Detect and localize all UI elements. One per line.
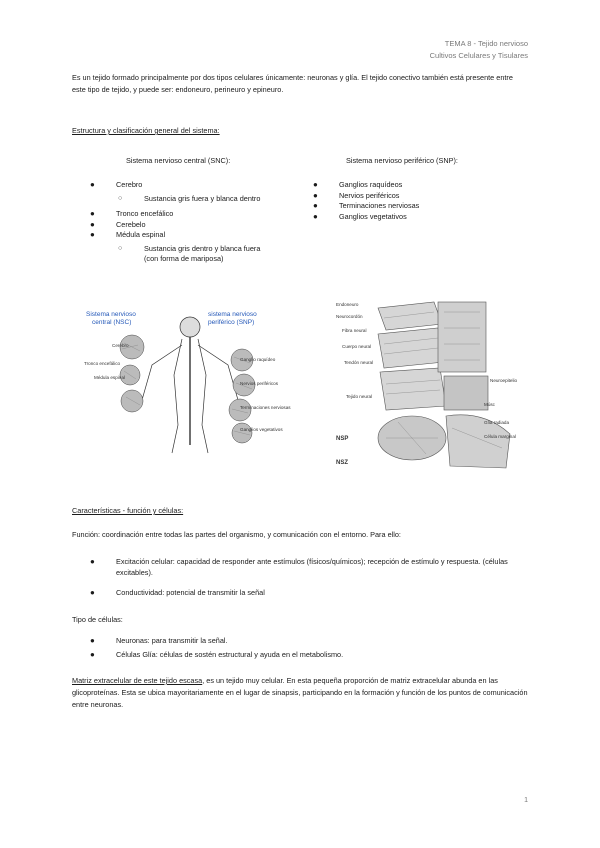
nervous-system-figure (82, 305, 312, 455)
nerve-tissue-figure (334, 298, 530, 474)
list-item: ● Cerebro (90, 180, 143, 189)
label-endoneuro: Endoneuro (336, 302, 359, 307)
label-terminaciones: Terminaciones nerviosas (240, 405, 291, 410)
function-list-2 (90, 588, 530, 599)
list-item: ● Médula espinal (90, 230, 166, 239)
matrix-text: , es un tejido muy celular. En esta pequeña proporción de matriz extracelular abunda en las glicoproteínas. Esta se ubica mayoritariamente en el lugar de sinapsis, participando en la formación y función de los puntos de comunicación entre neuronas. (72, 676, 528, 709)
structure-heading: Estructura y clasificación general del sistema: (72, 126, 220, 135)
list-item: ● Células Glía: células de sostén estructural y ayuda en el metabolismo. (90, 649, 344, 659)
label-musc: Músc (484, 402, 495, 407)
snp-title: Sistema nervioso periférico (SNP): (346, 156, 458, 165)
matrix-lead: Matriz extracelular de este tejido escasa (72, 676, 203, 685)
label-cuerpo-neural: Cuerpo neural (342, 344, 372, 349)
features-heading: Características - función y células: (72, 506, 184, 515)
label-tejido-neural: Tejido neural (346, 394, 373, 399)
intro-paragraph: Es un tejido formado principalmente por dos tipos celulares únicamente: neuronas y glía. El tejido conectivo también está presente entre este tipo de tejido, y puede ser: endoneuro, perineuro y epineuro. (72, 73, 513, 94)
figure-title-snc-1: Sistema nervioso (86, 311, 136, 318)
function-text: Función: coordinación entre todas las partes del organismo, y comunicación con el entorno. Para ello: (72, 530, 401, 539)
document-header (430, 38, 528, 62)
header-topic: TEMA 8 - Tejido nervioso (444, 39, 528, 48)
list-item: ● Ganglios raquídeos (313, 180, 403, 189)
sub-list-item: ○ Sustancia gris fuera y blanca dentro (118, 193, 261, 203)
label-nervios-perifericos: Nervios periféricos (240, 381, 279, 386)
list-item: ● Tronco encefálico (90, 209, 174, 218)
matrix-paragraph (72, 675, 528, 711)
label-neurocordon: Neurocordón (336, 314, 363, 319)
figure-title-snp-1: sistema nervioso (208, 311, 257, 318)
sub-list-item: ○ Sustancia gris dentro y blanca fuera (con forma de mariposa) (118, 243, 261, 263)
snp-list (313, 180, 513, 222)
label-glia-radiada: Glía radiada (484, 420, 510, 425)
nerve-tissue-illustration (334, 298, 530, 474)
list-item: ● Cerebelo (90, 219, 146, 229)
list-item: ● Neuronas: para transmitir la señal. (90, 636, 228, 645)
list-item: ● Nervios periféricos (313, 190, 400, 200)
cell-types-heading: Tipo de células: (72, 615, 123, 624)
cell-types-list (90, 636, 530, 660)
snc-title: Sistema nervioso central (SNC): (126, 156, 231, 165)
nervous-system-illustration (82, 305, 312, 455)
label-ganglio-raquideo: Ganglio raquídeo (240, 357, 276, 362)
label-cerebro: Cerebro (112, 343, 129, 348)
label-neuroepitelio: Neuroepitelio (490, 378, 518, 383)
function-list (90, 557, 530, 578)
snc-list (90, 180, 310, 270)
label-ganglios-vegetativos: Ganglios vegetativos (240, 427, 283, 432)
list-item: ● Terminaciones nerviosas (313, 201, 420, 210)
list-item: ● Excitación celular: capacidad de responder ante estímulos (físicos/químicos); recepción de estímulo y respuesta. (células excitables). (90, 557, 508, 577)
list-item: ● Conductividad: potencial de transmitir la señal (90, 588, 265, 597)
label-tendon-neural: Tendón neural (344, 360, 374, 365)
figure-title-snp-2: periférico (SNP) (208, 319, 255, 326)
label-celula-marginal: Célula marginal (484, 434, 516, 439)
label-fibra-neural: Fibra neural (342, 328, 367, 333)
list-item: ● Ganglios vegetativos (313, 211, 407, 221)
label-nsp: NSP (336, 436, 349, 442)
label-tronco: Tronco encefálico (84, 361, 121, 366)
label-nsz: NSZ (336, 460, 348, 466)
header-course: Cultivos Celulares y Tisulares (429, 51, 528, 60)
page-number: 1 (524, 797, 528, 804)
figure-title-snc-2: central (NSC) (92, 319, 132, 326)
label-medula: Médula espinal (94, 375, 125, 380)
